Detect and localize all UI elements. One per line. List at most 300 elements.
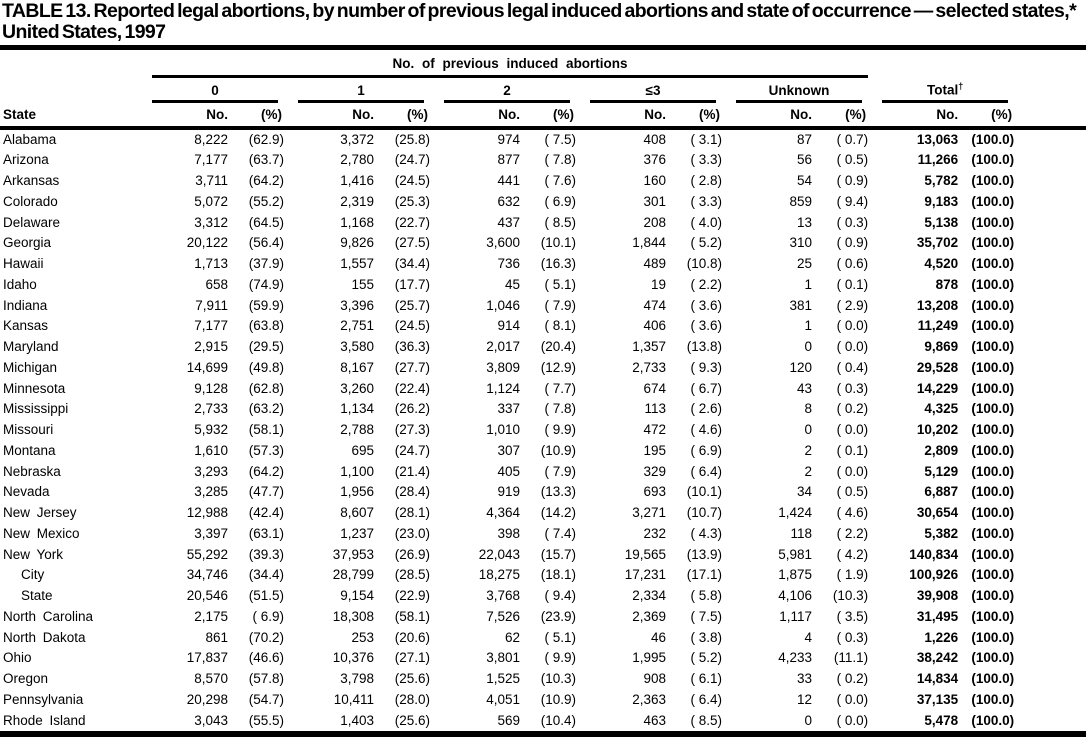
value-cell: 120: [789, 359, 812, 375]
value-cell: 1,875: [778, 567, 812, 583]
percent-cell: (25.6): [394, 671, 430, 686]
value-cell: 1,124: [486, 380, 520, 396]
percent-cell: (10.7): [686, 505, 722, 520]
percent-cell: ( 0.1): [836, 442, 869, 458]
value-cell: 2,175: [194, 608, 228, 624]
table-title-line-2: United States, 1997: [2, 21, 166, 43]
value-cell: 6,887: [924, 484, 959, 500]
percent-cell: ( 7.8): [544, 152, 576, 168]
value-cell: 3,711: [195, 173, 228, 188]
value-cell: 100,926: [909, 567, 959, 583]
value-cell: 472: [643, 422, 666, 437]
percent-cell: (11.1): [833, 650, 869, 666]
value-cell: 376: [643, 152, 666, 168]
percent-cell: (27.3): [394, 422, 430, 437]
percent-cell: (10.4): [540, 712, 576, 728]
spacer-cell: [1022, 275, 1086, 296]
value-cell: 33: [796, 671, 812, 686]
percent-cell: (24.7): [394, 152, 430, 168]
percent-cell: (62.8): [248, 380, 284, 396]
percent-cell: ( 2.6): [690, 401, 722, 417]
value-cell: 34: [796, 484, 812, 500]
value-cell: 1,416: [340, 173, 374, 188]
percent-cell: (34.4): [248, 567, 284, 583]
value-cell: 35,702: [916, 235, 959, 251]
percent-cell: (24.5): [394, 173, 430, 188]
table-row: [0, 379, 1086, 400]
value-cell: 4: [804, 629, 812, 645]
percent-cell: (100.0): [971, 380, 1015, 396]
value-cell: 736: [497, 256, 520, 271]
table-row: [0, 545, 1086, 566]
value-cell: 1: [804, 276, 812, 292]
percent-cell: (100.0): [971, 484, 1015, 500]
percent-cell: (21.4): [394, 463, 430, 479]
spacer-cell: [1022, 441, 1086, 462]
percent-cell: (100.0): [971, 359, 1015, 375]
table-row: [0, 296, 1086, 317]
state-cell: Minnesota: [3, 380, 66, 396]
value-cell: 674: [643, 380, 666, 396]
percent-cell: ( 0.0): [836, 318, 869, 334]
percent-cell: ( 9.3): [690, 359, 722, 375]
spacer-cell: [1022, 648, 1086, 669]
percent-cell: (28.4): [394, 484, 430, 500]
value-cell: 2: [804, 442, 812, 458]
percent-cell: (57.8): [248, 671, 284, 686]
state-cell: Pennsylvania: [3, 691, 84, 707]
percent-cell: (100.0): [971, 608, 1015, 624]
spacer-cell: [1022, 711, 1086, 732]
percent-cell: (10.3): [832, 588, 869, 603]
percent-cell: ( 0.7): [836, 131, 869, 147]
value-cell: 4,233: [778, 650, 812, 666]
subheader-row: [0, 103, 1086, 128]
percent-cell: ( 0.0): [836, 422, 869, 437]
percent-cell: (55.2): [248, 193, 284, 209]
state-cell: Idaho: [3, 276, 37, 292]
value-cell: 7,177: [194, 152, 228, 168]
percent-subheader: (%): [378, 103, 438, 128]
group-gap: [0, 78, 146, 103]
percent-cell: (100.0): [971, 567, 1015, 583]
percent-cell: ( 7.5): [690, 608, 722, 624]
value-cell: 695: [351, 442, 374, 458]
value-cell: 2,319: [340, 193, 374, 209]
value-cell: 9,826: [340, 235, 374, 251]
percent-cell: ( 7.9): [544, 297, 576, 313]
percent-cell: (13.3): [540, 484, 576, 500]
spacer-cell: [1022, 524, 1086, 545]
percent-cell: (25.6): [394, 712, 430, 728]
percent-cell: (100.0): [971, 173, 1015, 188]
value-cell: 37,135: [916, 691, 959, 707]
percent-cell: (63.7): [248, 152, 284, 168]
value-cell: 3,372: [340, 131, 374, 147]
value-cell: 1,117: [779, 608, 812, 624]
percent-cell: ( 0.9): [836, 235, 869, 251]
percent-cell: ( 2.8): [690, 173, 722, 188]
percent-cell: (100.0): [971, 463, 1015, 479]
value-cell: 3,397: [194, 525, 228, 541]
value-cell: 43: [796, 380, 812, 396]
table-row: [0, 648, 1086, 669]
value-cell: 3,293: [194, 463, 228, 479]
value-cell: 54: [796, 173, 812, 188]
percent-cell: (28.0): [394, 691, 430, 707]
value-cell: 208: [643, 214, 666, 230]
percent-cell: (20.4): [540, 339, 576, 354]
state-cell: Oregon: [3, 671, 49, 686]
state-cell: Hawaii: [3, 256, 44, 271]
spanner-gap-right: [1022, 50, 1086, 78]
percent-cell: ( 0.2): [836, 671, 869, 686]
value-cell: 2,780: [340, 152, 374, 168]
group-header-2: 2: [438, 78, 584, 103]
value-cell: 5,932: [194, 422, 228, 437]
group-header-≤3: ≤3: [584, 78, 730, 103]
value-cell: 307: [497, 442, 520, 458]
percent-cell: (62.9): [248, 131, 284, 147]
value-cell: 3,580: [340, 339, 374, 354]
percent-cell: (100.0): [971, 131, 1015, 147]
spacer-cell: [1022, 545, 1086, 566]
percent-cell: (64.2): [248, 173, 284, 188]
state-cell: Nebraska: [3, 463, 61, 479]
value-cell: 18,275: [478, 567, 520, 583]
value-cell: 919: [497, 484, 520, 500]
percent-cell: (27.1): [394, 650, 430, 666]
table-row: [0, 275, 1086, 296]
value-cell: 1,357: [632, 339, 666, 354]
value-cell: 337: [497, 401, 520, 417]
value-cell: 1,713: [194, 256, 228, 271]
percent-cell: ( 0.0): [836, 463, 869, 479]
value-cell: 1,237: [340, 525, 374, 541]
value-cell: 39,908: [916, 588, 959, 603]
value-cell: 140,834: [909, 546, 959, 562]
percent-cell: ( 5.8): [690, 588, 722, 603]
value-cell: 5,782: [924, 173, 959, 188]
value-cell: 2: [804, 463, 812, 479]
value-cell: 878: [935, 276, 959, 292]
percent-cell: (25.8): [394, 131, 430, 147]
value-cell: 2,733: [194, 401, 228, 417]
value-cell: 1,610: [194, 442, 228, 458]
value-cell: 7,911: [195, 297, 228, 313]
percent-cell: ( 5.2): [690, 650, 722, 666]
percent-cell: (100.0): [971, 671, 1015, 686]
value-cell: 381: [789, 297, 812, 313]
value-cell: 8,607: [340, 505, 374, 520]
value-cell: 11,266: [917, 152, 959, 168]
percent-cell: ( 0.2): [836, 401, 869, 417]
value-cell: 3,312: [194, 214, 228, 230]
percent-cell: (23.0): [394, 525, 430, 541]
percent-cell: ( 7.9): [544, 463, 576, 479]
table-row: [0, 254, 1086, 275]
percent-subheader: (%): [816, 103, 876, 128]
state-cell: Alabama: [3, 131, 57, 147]
value-cell: 87: [796, 131, 812, 147]
spacer-cell: [1022, 337, 1086, 358]
number-subheader: No.: [292, 103, 378, 128]
percent-cell: (100.0): [971, 588, 1015, 603]
percent-cell: (100.0): [971, 193, 1015, 209]
percent-cell: (26.9): [394, 546, 430, 562]
percent-cell: (24.7): [394, 442, 430, 458]
value-cell: 20,298: [186, 691, 228, 707]
value-cell: 8,167: [340, 359, 374, 375]
value-cell: 908: [643, 671, 666, 686]
state-cell: North Dakota: [3, 629, 86, 645]
spacer-cell: [1022, 171, 1086, 192]
spanner-label: No. of previous induced abortions: [152, 56, 868, 78]
value-cell: 3,271: [632, 505, 666, 520]
percent-cell: (10.8): [686, 256, 722, 271]
percent-cell: (59.9): [248, 297, 284, 313]
value-cell: 25: [796, 256, 812, 271]
percent-cell: (100.0): [971, 691, 1015, 707]
percent-cell: (39.3): [248, 546, 284, 562]
table-row: [0, 503, 1086, 524]
percent-cell: (14.2): [540, 505, 576, 520]
value-cell: 3,043: [194, 712, 228, 728]
value-cell: 0: [804, 339, 812, 354]
percent-cell: (46.6): [248, 650, 284, 666]
value-cell: 1,168: [340, 214, 374, 230]
table-row: [0, 669, 1086, 690]
value-cell: 1,100: [340, 463, 374, 479]
value-cell: 974: [497, 131, 520, 147]
value-cell: 7,177: [194, 318, 228, 334]
percent-cell: (100.0): [971, 339, 1015, 354]
percent-cell: (100.0): [971, 629, 1015, 645]
value-cell: 13: [796, 214, 812, 230]
value-cell: 30,654: [916, 505, 959, 520]
state-cell: Missouri: [3, 422, 54, 437]
value-cell: 406: [643, 318, 666, 334]
value-cell: 5,981: [778, 546, 812, 562]
number-subheader: No.: [584, 103, 670, 128]
value-cell: 12,988: [186, 505, 228, 520]
value-cell: 19: [650, 276, 666, 292]
value-cell: 1,403: [340, 712, 374, 728]
percent-cell: (12.9): [540, 359, 576, 375]
value-cell: 17,837: [186, 650, 228, 666]
spacer-cell: [1022, 254, 1086, 275]
percent-cell: (100.0): [971, 442, 1015, 458]
value-cell: 3,285: [194, 484, 228, 500]
percent-cell: (100.0): [971, 214, 1015, 230]
table-row: [0, 233, 1086, 254]
value-cell: 463: [643, 712, 666, 728]
value-cell: 5,382: [924, 525, 959, 541]
number-subheader: No.: [438, 103, 524, 128]
value-cell: 62: [504, 629, 520, 645]
percent-subheader: (%): [524, 103, 584, 128]
spacer-cell: [1022, 420, 1086, 441]
percent-cell: (15.7): [540, 546, 576, 562]
value-cell: 11,249: [917, 318, 959, 334]
dagger-footnote-marker: †: [958, 81, 964, 91]
spacer-cell: [1022, 669, 1086, 690]
table-body: [0, 128, 1086, 732]
value-cell: 8,222: [194, 131, 228, 147]
percent-cell: (74.9): [248, 276, 284, 292]
percent-cell: (100.0): [971, 546, 1015, 562]
value-cell: 34,746: [186, 567, 228, 583]
table-row: [0, 213, 1086, 234]
spacer-cell: [1022, 607, 1086, 628]
state-cell: New Mexico: [3, 525, 80, 541]
table-row: [0, 462, 1086, 483]
percent-cell: ( 1.9): [836, 567, 869, 583]
value-cell: 1,844: [632, 235, 666, 251]
percent-cell: ( 7.4): [544, 525, 576, 541]
percent-cell: (70.2): [248, 629, 284, 645]
percent-cell: (64.2): [248, 463, 284, 479]
value-cell: 55,292: [186, 546, 228, 562]
percent-cell: (27.5): [394, 235, 430, 251]
spacer-cell: [1022, 103, 1086, 128]
spacer-cell: [1022, 213, 1086, 234]
value-cell: 113: [644, 401, 666, 417]
value-cell: 301: [643, 193, 666, 209]
value-cell: 2,915: [194, 339, 228, 354]
value-cell: 4,364: [486, 505, 520, 520]
value-cell: 1,010: [486, 422, 520, 437]
table-row: [0, 128, 1086, 151]
table-row: [0, 150, 1086, 171]
table-row: [0, 316, 1086, 337]
value-cell: 12: [796, 691, 812, 707]
percent-cell: (22.4): [394, 380, 430, 396]
spacer-cell: [1022, 565, 1086, 586]
group-header-0: 0: [146, 78, 292, 103]
percent-cell: ( 0.0): [836, 691, 869, 707]
percent-cell: ( 0.5): [836, 484, 869, 500]
value-cell: 8,570: [194, 671, 228, 686]
percent-cell: ( 2.9): [836, 297, 869, 313]
value-cell: 9,128: [194, 380, 228, 396]
percent-cell: ( 0.6): [836, 256, 869, 271]
value-cell: 160: [643, 173, 666, 188]
value-cell: 10,202: [916, 422, 959, 437]
table-row: [0, 399, 1086, 420]
value-cell: 10,376: [332, 650, 374, 666]
spacer-cell: [1022, 503, 1086, 524]
percent-cell: ( 0.3): [836, 214, 869, 230]
percent-cell: (100.0): [971, 650, 1015, 666]
percent-cell: (28.5): [394, 567, 430, 583]
number-subheader: No.: [876, 103, 962, 128]
value-cell: 5,138: [924, 214, 959, 230]
value-cell: 2,363: [632, 691, 666, 707]
percent-cell: (63.8): [248, 318, 284, 334]
percent-cell: ( 6.9): [690, 442, 722, 458]
value-cell: 1,525: [486, 671, 520, 686]
percent-cell: (56.4): [248, 235, 284, 251]
value-cell: 3,801: [486, 650, 520, 666]
table-row: [0, 524, 1086, 545]
table-row: [0, 358, 1086, 379]
value-cell: 861: [205, 629, 228, 645]
spacer-cell: [1022, 296, 1086, 317]
percent-cell: (13.9): [686, 546, 722, 562]
abortions-by-previous-abortions-table: [0, 50, 1086, 731]
percent-cell: ( 3.5): [836, 608, 869, 624]
percent-cell: ( 7.7): [544, 380, 576, 396]
value-cell: 859: [789, 193, 812, 209]
value-cell: 474: [643, 297, 666, 313]
spanner-row: [0, 50, 1086, 78]
table-row: [0, 482, 1086, 503]
value-cell: 1,134: [340, 401, 374, 417]
value-cell: 3,600: [486, 235, 520, 251]
value-cell: 3,396: [340, 297, 374, 313]
value-cell: 5,129: [924, 463, 959, 479]
value-cell: 3,798: [340, 671, 374, 686]
value-cell: 5,072: [194, 193, 228, 209]
value-cell: 1,557: [340, 256, 374, 271]
percent-cell: (18.1): [540, 567, 576, 583]
value-cell: 4,106: [778, 588, 812, 603]
value-cell: 5,478: [924, 712, 959, 728]
percent-cell: ( 6.9): [252, 608, 284, 624]
value-cell: 4,051: [486, 691, 520, 707]
value-cell: 2,788: [340, 422, 374, 437]
percent-cell: (49.8): [248, 359, 284, 375]
percent-cell: (47.7): [248, 484, 284, 500]
value-cell: 437: [497, 214, 520, 230]
table-row: [0, 337, 1086, 358]
value-cell: 195: [643, 442, 666, 458]
value-cell: 7,526: [486, 608, 520, 624]
percent-cell: (25.7): [394, 297, 430, 313]
state-cell: New York: [3, 546, 64, 562]
state-cell: Montana: [3, 442, 56, 458]
value-cell: 408: [643, 131, 666, 147]
percent-cell: ( 9.9): [544, 422, 576, 437]
percent-cell: ( 0.3): [836, 380, 869, 396]
percent-cell: ( 4.3): [690, 525, 722, 541]
value-cell: 2,334: [632, 588, 666, 603]
spacer-cell: [1022, 586, 1086, 607]
value-cell: 29,528: [916, 359, 959, 375]
percent-cell: (58.1): [248, 422, 284, 437]
percent-cell: (36.3): [394, 339, 430, 354]
percent-cell: (58.1): [394, 608, 430, 624]
value-cell: 2,751: [340, 318, 374, 334]
percent-cell: (23.9): [540, 608, 576, 624]
spacer-cell: [1022, 628, 1086, 649]
percent-cell: (54.7): [248, 691, 284, 707]
value-cell: 37,953: [332, 546, 374, 562]
spanner-gap-total: [876, 50, 1022, 78]
percent-cell: ( 4.0): [690, 214, 722, 230]
spacer-cell: [1022, 233, 1086, 254]
percent-cell: (28.1): [394, 505, 430, 520]
value-cell: 4,520: [924, 256, 959, 271]
value-cell: 13,063: [916, 131, 959, 147]
table-row: [0, 628, 1086, 649]
number-subheader: No.: [146, 103, 232, 128]
value-cell: 20,122: [186, 235, 228, 251]
percent-cell: ( 5.1): [544, 629, 576, 645]
value-cell: 56: [796, 152, 812, 168]
percent-cell: (25.3): [394, 193, 430, 209]
